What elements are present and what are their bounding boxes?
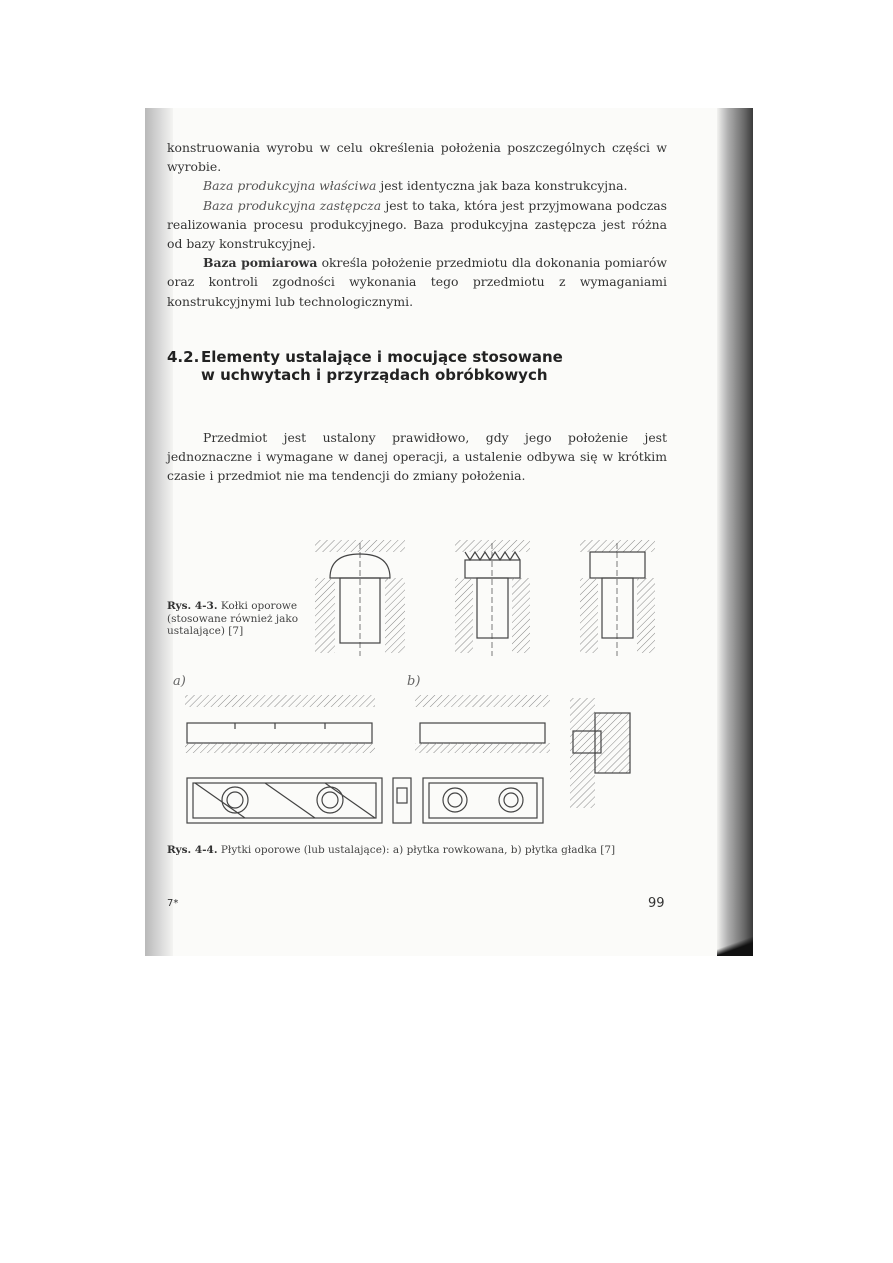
body-text-section: [167, 428, 667, 486]
paragraph-text: jest identyczna jak baza konstrukcyjna.: [376, 178, 628, 194]
figure-4-4-drawing: [175, 693, 695, 828]
plate-a-side-view: [185, 695, 375, 753]
page-edge-right: [717, 108, 753, 956]
figure-4-3-drawing: [315, 538, 745, 658]
paragraph: [167, 176, 667, 195]
body-text-top: [167, 138, 667, 311]
paragraph-text: konstruowania wyrobu w celu określenia położenia poszczególnych części w wyrobie.: [167, 140, 667, 175]
paragraph: [167, 253, 667, 311]
figure-label: Rys. 4-4.: [167, 844, 218, 856]
scanned-page: [145, 108, 753, 956]
figure-caption-text: Płytki oporowe (lub ustalające): a) płytka rowkowana, b) płytka gładka [7]: [220, 844, 616, 856]
figure-4-3-caption: [167, 600, 327, 638]
plate-b-side-view: [415, 695, 550, 753]
plate-mounting-section: [570, 698, 630, 808]
paragraph: [167, 138, 667, 176]
paragraph-text: określa położenie przedmiotu dla dokonania pomiarów oraz kontroli zgodności wykonania tego przedmiotu z wymaganiami konstrukcyjnymi lub technologicznymi.: [167, 255, 667, 309]
section-number: 4.2.: [167, 348, 200, 366]
subfigure-label-b: b): [407, 674, 421, 689]
page-number: 99: [648, 896, 665, 911]
paragraph-text: jest to taka, która jest przyjmowana podczas realizowania procesu produkcyjnego. Baza produkcyjna zastępcza jest różna od bazy konstrukcyjnej.: [167, 197, 667, 252]
term-italic: Baza produkcyjna zastępcza: [203, 197, 382, 213]
figure-4-4-caption: [167, 844, 667, 857]
pin-drawing-3: [580, 540, 655, 656]
paragraph: [167, 196, 667, 254]
term-bold: Baza pomiarowa: [203, 255, 318, 271]
section-title-line2: w uchwytach i przyrządach obróbkowych: [201, 366, 548, 384]
figure-label: Rys. 4-3.: [167, 600, 218, 612]
paragraph: Przedmiot jest ustalony prawidłowo, gdy jego położenie jest jednoznaczne i wymagane w danej operacji, a ustalenie odbywa się w krótkim czasie i przedmiot nie ma tendencji do zmiany położenia.: [167, 430, 667, 484]
plate-a-top-view: [187, 778, 382, 823]
term-italic: Baza produkcyjna właściwa: [203, 178, 377, 194]
figure-caption-text: Kołki oporowe (stosowane również jako ustalające) [7]: [167, 600, 299, 637]
section-heading: [167, 348, 563, 384]
subfigure-label-a: a): [173, 674, 186, 689]
printer-signature: 7*: [167, 898, 179, 909]
section-title-line1: Elementy ustalające i mocujące stosowane: [201, 348, 563, 366]
pin-drawing-1: [315, 540, 405, 656]
plate-b-top-view: [423, 778, 543, 823]
pin-drawing-2: [455, 540, 530, 656]
plate-a-end-view: [393, 778, 411, 823]
